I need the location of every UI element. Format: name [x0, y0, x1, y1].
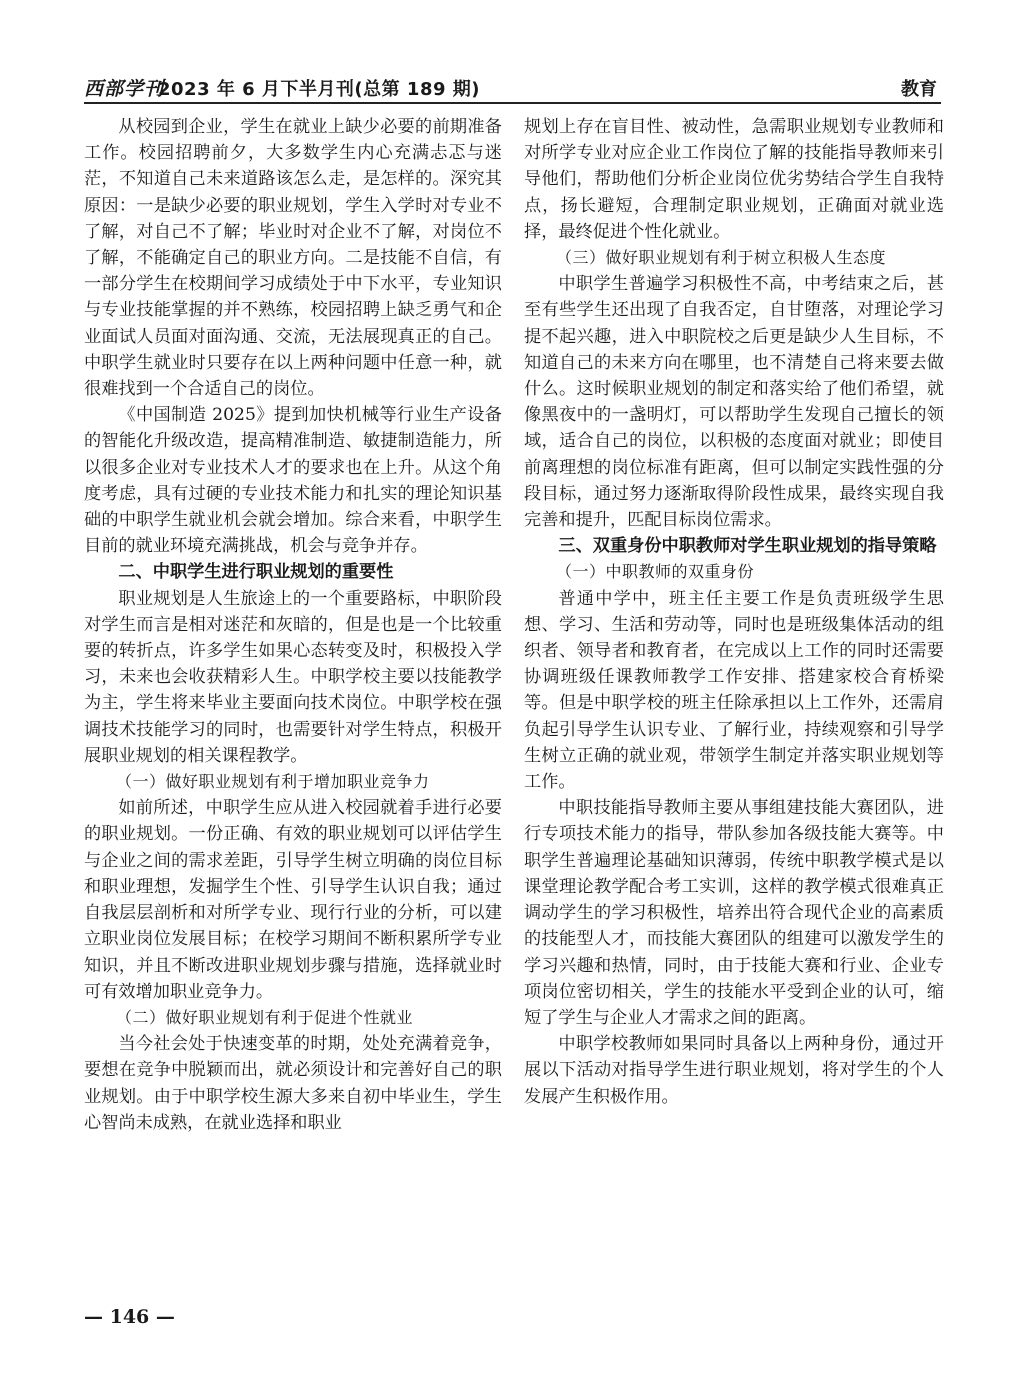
section-heading: 二、中职学生进行职业规划的重要性 — [118, 562, 394, 583]
section-tag: 教育 — [901, 79, 937, 100]
paragraph: 中职学校教师如果同时具备以上两种身份，通过开展以下活动对指导学生进行职业规划，将对学生的个人发展产生积极作用。 — [524, 1034, 944, 1107]
subsection-heading: （二）做好职业规划有利于促进个性就业 — [116, 1007, 414, 1027]
left-column — [84, 114, 502, 1136]
paragraph: 中职技能指导教师主要从事组建技能大赛团队，进行专项技术能力的指导，带队参加各级技能大赛等。中职学生普遍理论基础知识薄弱，传统中职教学模式是以课堂理论教学配合考工实训，这样的教学模式很难真正调动学生的学习积极性，培养出符合现代企业的高素质的技能型人才，而技能大赛团队的组建可以激发学生的学习兴趣和热情，同时，由于技能大赛和行业、企业专项岗位密切相关，学生的技能水平受到企业的认可，缩短了学生与企业人才需求之间的距离。 — [524, 798, 944, 1028]
subsection-heading: （一）做好职业规划有利于增加职业竞争力 — [116, 772, 430, 792]
paragraph: 如前所述，中职学生应从进入校园就着手进行必要的职业规划。一份正确、有效的职业规划可以评估学生与企业之间的需求差距，引导学生树立明确的岗位目标和职业理想，发掘学生个性、引导学生认识自我；通过自我层层剖析和对所学专业、现行行业的分析，可以建立职业岗位发展目标；在校学习期间不断积累所学专业知识，并且不断改进职业规划步骤与措施，选择就业时可有效增加职业竞争力。 — [84, 798, 502, 1002]
issue-info: 2023 年 6 月下半月刊(总第 189 期) — [158, 79, 480, 100]
subsection-heading: （三）做好职业规划有利于树立积极人生态度 — [556, 248, 887, 268]
paragraph: 职业规划是人生旅途上的一个重要路标，中职阶段对学生而言是相对迷茫和灰暗的，但是也是一个比较重要的转折点，许多学生如果心态转变及时，积极投入学习，未来也会收获精彩人生。中职学校主要以技能教学为主，学生将来毕业主要面向技术岗位。中职学校在强调技术技能学习的同时，也需要针对学生特点，积极开展职业规划的相关课程教学。 — [84, 588, 502, 766]
right-column — [524, 114, 944, 1110]
journal-logo: 西部学刊 — [84, 78, 165, 100]
header-rule — [84, 102, 941, 104]
paragraph: 中职学生普遍学习积极性不高，中考结束之后，甚至有些学生还出现了自我否定，自甘堕落，对理论学习提不起兴趣，进入中职院校之后更是缺少人生目标，不知道自己的未来方向在哪里，也不清楚自己将来要去做什么。这时候职业规划的制定和落实给了他们希望，就像黑夜中的一盏明灯，可以帮助学生发现自己擅长的领域，适合自己的岗位，以积极的态度面对就业；即使目前离理想的岗位标准有距离，但可以制定实践性强的分段目标，通过努力逐渐取得阶段性成果，最终实现自我完善和提升，匹配目标岗位需求。 — [524, 274, 944, 531]
section-heading: 三、双重身份中职教师对学生职业规划的指导策略 — [558, 536, 937, 557]
paragraph: 普通中学中，班主任主要工作是负责班级学生思想、学习、生活和劳动等，同时也是班级集体活动的组织者、领导者和教育者，在完成以上工作的同时还需要协调班级任课教师教学工作安排、搭建家校合育桥梁等。但是中职学校的班主任除承担以上工作外，还需肩负起引导学生认识专业、了解行业，持续观察和引导学生树立正确的就业观，带领学生制定并落实职业规划等工作。 — [524, 588, 944, 793]
paragraph: 规划上存在盲目性、被动性，急需职业规划专业教师和对所学专业对应企业工作岗位了解的技能指导教师来引导他们，帮助他们分析企业岗位优劣势结合学生自我特点，扬长避短，合理制定职业规划，正确面对就业选择，最终促进个性化就业。 — [524, 117, 944, 242]
page-number: — 146 — — [84, 1306, 175, 1328]
subsection-heading: （一）中职教师的双重身份 — [556, 562, 755, 582]
paragraph: 《中国制造 2025》提到加快机械等行业生产设备的智能化升级改造，提高精准制造、敏捷制造能力，所以很多企业对专业技术人才的要求也在上升。从这个角度考虑，具有过硬的专业技术能力和扎实的理论知识基础的中职学生就业机会就会增加。综合来看，中职学生目前的就业环境充满挑战，机会与竞争并存。 — [84, 405, 502, 557]
paragraph: 当今社会处于快速变革的时期，处处充满着竞争，要想在竞争中脱颖而出，就必须设计和完善好自己的职业规划。由于中职学校生源大多来自初中毕业生，学生心智尚未成熟，在就业选择和职业 — [84, 1034, 502, 1133]
page-header — [84, 72, 941, 102]
paragraph: 从校园到企业，学生在就业上缺少必要的前期准备工作。校园招聘前夕，大多数学生内心充满忐忑与迷茫，不知道自己未来道路该怎么走，是怎样的。深究其原因：一是缺少必要的职业规划，学生入学时对专业不了解，对自己不了解；毕业时对企业不了解，对岗位不了解，不能确定自己的职业方向。二是技能不自信，有一部分学生在校期间学习成绩处于中下水平，专业知识与专业技能掌握的并不熟练，校园招聘上缺乏勇气和企业面试人员面对面沟通、交流，无法展现真正的自己。中职学生就业时只要存在以上两种问题中任意一种，就很难找到一个合适自己的岗位。 — [84, 117, 502, 400]
